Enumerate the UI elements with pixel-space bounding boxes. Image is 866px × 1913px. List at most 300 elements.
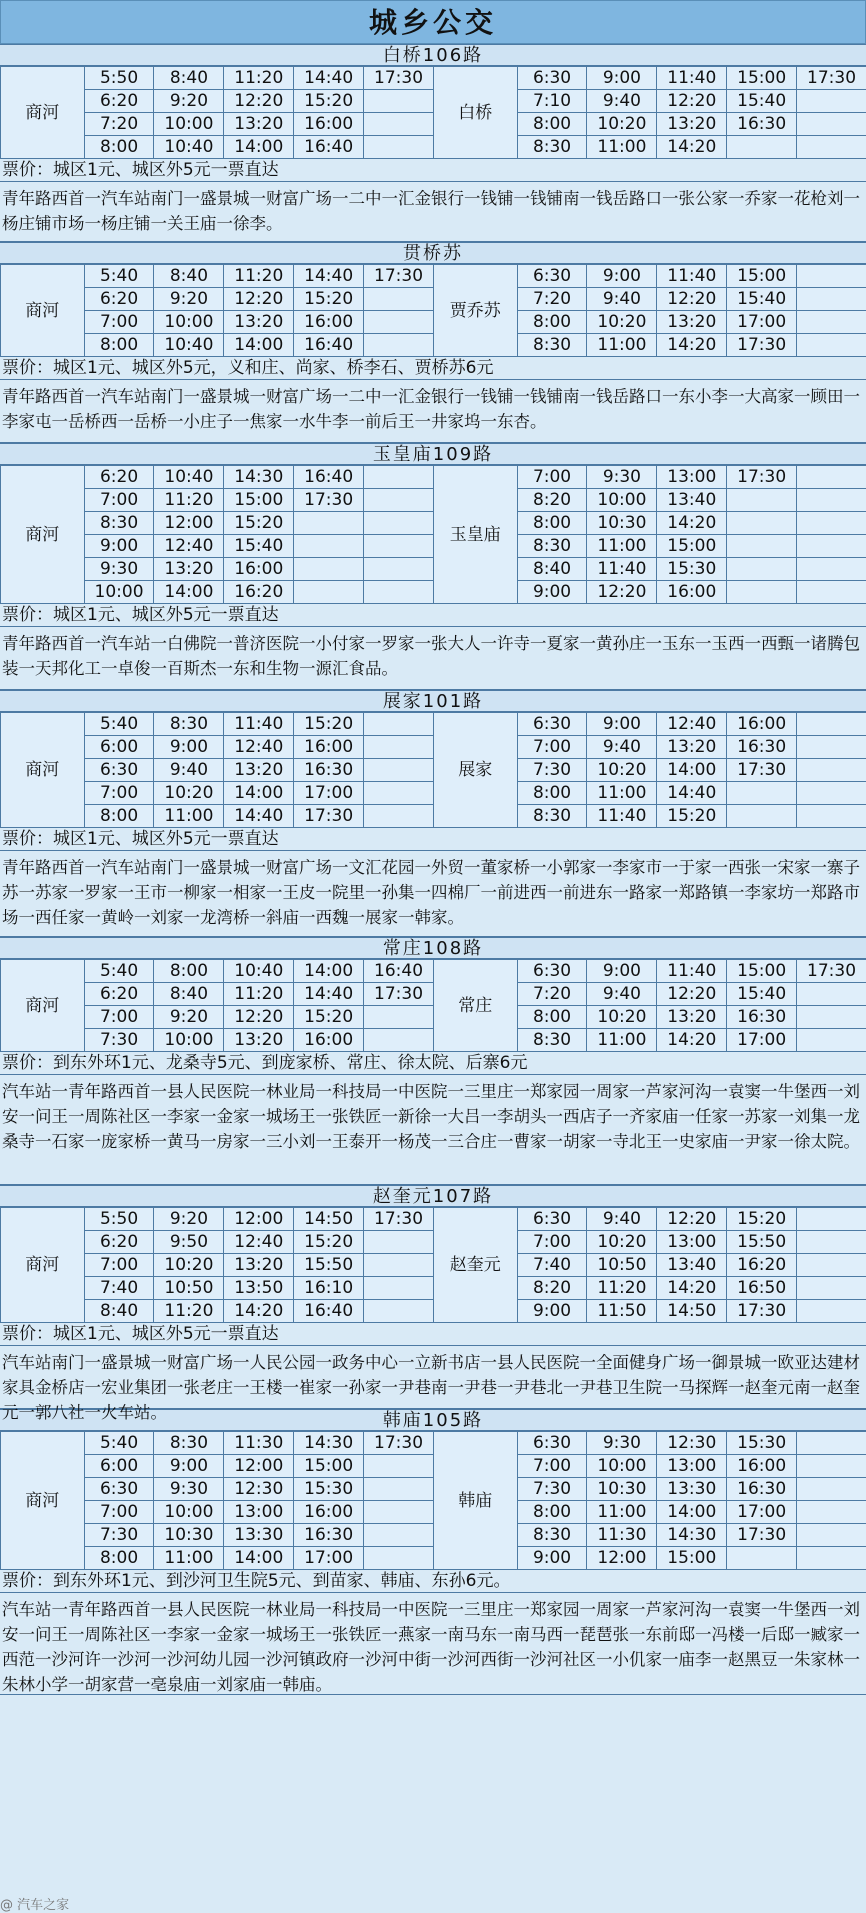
departure-time	[797, 983, 866, 1006]
departure-time: 10:00	[154, 1501, 224, 1524]
page-title: 城乡公交	[0, 0, 866, 44]
departure-time: 14:50	[294, 1208, 364, 1231]
departure-time: 14:40	[294, 983, 364, 1006]
departure-station-left: 商河	[1, 466, 85, 604]
departure-time: 15:00	[727, 67, 797, 90]
departure-time: 13:00	[224, 1501, 294, 1524]
departure-time	[364, 288, 434, 311]
departure-time: 6:20	[84, 466, 154, 489]
departure-time: 11:20	[224, 983, 294, 1006]
fare-info: 票价：城区1元、城区外5元一票直达	[0, 1323, 866, 1346]
departure-time: 13:20	[657, 1006, 727, 1029]
departure-time: 14:30	[294, 1432, 364, 1455]
timetable	[0, 465, 866, 604]
departure-time: 6:20	[84, 288, 154, 311]
departure-time: 17:30	[294, 489, 364, 512]
departure-station-left: 商河	[1, 265, 85, 357]
departure-time: 8:30	[517, 334, 587, 357]
departure-time: 14:00	[224, 136, 294, 159]
departure-time: 5:40	[84, 960, 154, 983]
departure-time: 11:00	[587, 535, 657, 558]
timetable	[0, 712, 866, 828]
departure-time: 16:40	[294, 334, 364, 357]
departure-time: 17:30	[727, 1300, 797, 1323]
departure-time	[797, 713, 866, 736]
timetable-row	[1, 736, 866, 759]
departure-time: 16:30	[294, 759, 364, 782]
departure-time	[364, 1254, 434, 1277]
departure-time	[797, 782, 866, 805]
departure-time	[364, 334, 434, 357]
departure-station-right: 韩庙	[433, 1432, 517, 1570]
departure-time: 16:00	[294, 1501, 364, 1524]
timetable	[0, 1207, 866, 1323]
departure-time: 13:20	[224, 311, 294, 334]
timetable-row	[1, 535, 866, 558]
timetable	[0, 1431, 866, 1570]
departure-time	[364, 1231, 434, 1254]
departure-time: 14:30	[657, 1524, 727, 1547]
departure-station-left: 商河	[1, 1208, 85, 1323]
departure-time: 11:40	[657, 265, 727, 288]
departure-time: 15:20	[224, 512, 294, 535]
departure-time	[797, 1524, 866, 1547]
departure-time: 11:20	[154, 1300, 224, 1323]
departure-time: 8:00	[517, 1501, 587, 1524]
departure-time: 14:20	[224, 1300, 294, 1323]
departure-time: 13:00	[657, 1231, 727, 1254]
departure-time: 6:30	[517, 1432, 587, 1455]
timetable-row	[1, 1029, 866, 1052]
departure-time: 12:00	[587, 1547, 657, 1570]
departure-time	[797, 736, 866, 759]
departure-time: 13:20	[224, 1029, 294, 1052]
departure-time	[364, 759, 434, 782]
departure-time: 12:20	[657, 983, 727, 1006]
timetable-row	[1, 558, 866, 581]
departure-time: 17:30	[727, 334, 797, 357]
departure-time: 11:40	[587, 805, 657, 828]
departure-time: 15:30	[727, 1432, 797, 1455]
departure-time: 10:00	[154, 113, 224, 136]
departure-time: 16:40	[294, 466, 364, 489]
departure-time	[727, 581, 797, 604]
departure-time	[364, 558, 434, 581]
routes-container	[0, 44, 866, 1695]
departure-time: 8:30	[517, 535, 587, 558]
departure-time	[797, 113, 866, 136]
departure-time: 9:40	[587, 983, 657, 1006]
departure-station-left: 商河	[1, 960, 85, 1052]
departure-time	[797, 1277, 866, 1300]
departure-time: 7:00	[84, 311, 154, 334]
departure-time: 10:40	[154, 136, 224, 159]
departure-time: 7:30	[517, 1478, 587, 1501]
departure-time: 9:40	[587, 1208, 657, 1231]
departure-time: 9:20	[154, 1006, 224, 1029]
departure-time: 8:00	[517, 782, 587, 805]
departure-time: 10:50	[587, 1254, 657, 1277]
departure-time: 16:20	[727, 1254, 797, 1277]
departure-time: 8:30	[517, 136, 587, 159]
departure-time: 10:20	[587, 113, 657, 136]
departure-time	[797, 288, 866, 311]
timetable-row	[1, 113, 866, 136]
departure-time	[797, 1254, 866, 1277]
departure-time: 13:20	[224, 759, 294, 782]
departure-time: 8:40	[154, 983, 224, 1006]
departure-time	[797, 558, 866, 581]
departure-time: 17:30	[727, 1524, 797, 1547]
timetable-row	[1, 960, 866, 983]
timetable	[0, 264, 866, 357]
departure-time: 15:30	[294, 1478, 364, 1501]
departure-time: 7:00	[517, 1231, 587, 1254]
departure-time: 15:20	[657, 805, 727, 828]
departure-time: 14:20	[657, 1277, 727, 1300]
departure-time	[364, 311, 434, 334]
timetable-row	[1, 1478, 866, 1501]
departure-time: 9:00	[517, 1547, 587, 1570]
departure-time: 15:00	[657, 535, 727, 558]
departure-time: 10:20	[587, 311, 657, 334]
timetable-row	[1, 466, 866, 489]
stop-list: 青年路西首一汽车站南门一盛景城一财富广场一二中一汇金银行一钱铺一钱铺南一钱岳路口一张公家一乔家一花枪刘一杨庄铺市场一杨庄铺一关王庙一徐李。	[0, 182, 866, 242]
departure-time: 14:00	[154, 581, 224, 604]
departure-time: 11:40	[224, 713, 294, 736]
departure-time: 17:00	[727, 1501, 797, 1524]
departure-time	[797, 466, 866, 489]
departure-time	[797, 759, 866, 782]
departure-time: 15:50	[294, 1254, 364, 1277]
departure-time: 15:20	[294, 288, 364, 311]
departure-time: 10:00	[154, 1029, 224, 1052]
departure-time	[727, 489, 797, 512]
departure-time: 11:00	[587, 334, 657, 357]
departure-time: 10:00	[587, 1455, 657, 1478]
departure-time	[797, 581, 866, 604]
departure-time: 8:00	[517, 1006, 587, 1029]
departure-time: 14:40	[224, 805, 294, 828]
departure-time: 14:00	[294, 960, 364, 983]
departure-time: 10:00	[587, 489, 657, 512]
departure-time: 12:20	[657, 288, 727, 311]
departure-time: 9:30	[84, 558, 154, 581]
departure-time: 7:20	[84, 113, 154, 136]
departure-time: 7:00	[84, 1501, 154, 1524]
departure-time	[364, 1524, 434, 1547]
timetable-row	[1, 288, 866, 311]
departure-time: 13:00	[657, 466, 727, 489]
stop-list: 青年路西首一汽车站一白佛院一普济医院一小付家一罗家一张大人一许寺一夏家一黄孙庄一玉东一玉西一西甄一诸腾包装一天邦化工一卓俊一百斯杰一东和生物一源汇食品。	[0, 627, 866, 690]
departure-time	[727, 512, 797, 535]
departure-time: 6:00	[84, 1455, 154, 1478]
departure-time	[797, 1501, 866, 1524]
departure-time: 14:00	[657, 759, 727, 782]
departure-time: 9:00	[587, 713, 657, 736]
departure-time	[797, 136, 866, 159]
departure-time	[364, 113, 434, 136]
departure-time: 8:40	[154, 265, 224, 288]
fare-info: 票价：到东外环1元、到沙河卫生院5元、到苗家、韩庙、东孙6元。	[0, 1570, 866, 1593]
departure-time: 13:40	[657, 489, 727, 512]
departure-time: 9:30	[587, 466, 657, 489]
departure-station-right: 玉皇庙	[433, 466, 517, 604]
departure-time: 15:20	[294, 713, 364, 736]
departure-time: 8:30	[154, 713, 224, 736]
departure-time: 11:00	[587, 782, 657, 805]
route-section	[0, 1409, 866, 1695]
departure-time	[364, 713, 434, 736]
departure-time: 12:20	[587, 581, 657, 604]
departure-time: 17:30	[364, 1432, 434, 1455]
departure-time: 9:20	[154, 288, 224, 311]
fare-info: 票价：城区1元、城区外5元一票直达	[0, 828, 866, 851]
departure-time: 14:00	[224, 1547, 294, 1570]
departure-time: 16:30	[727, 1006, 797, 1029]
route-name: 韩庙105路	[0, 1409, 866, 1431]
departure-time: 5:50	[84, 67, 154, 90]
departure-time: 7:30	[84, 1524, 154, 1547]
departure-time: 9:40	[154, 759, 224, 782]
departure-time: 15:20	[727, 1208, 797, 1231]
departure-time: 8:30	[154, 1432, 224, 1455]
departure-time: 16:00	[727, 1455, 797, 1478]
departure-time	[797, 1547, 866, 1570]
departure-time: 11:00	[587, 136, 657, 159]
departure-time: 7:00	[84, 1254, 154, 1277]
timetable	[0, 959, 866, 1052]
departure-time: 10:20	[154, 1254, 224, 1277]
departure-time: 13:50	[224, 1277, 294, 1300]
departure-station-left: 商河	[1, 713, 85, 828]
departure-time: 12:40	[154, 535, 224, 558]
timetable-row	[1, 1524, 866, 1547]
departure-station-right: 展家	[433, 713, 517, 828]
departure-time: 6:20	[84, 1231, 154, 1254]
route-name: 赵奎元107路	[0, 1185, 866, 1207]
departure-time: 5:40	[84, 265, 154, 288]
departure-time: 9:00	[587, 265, 657, 288]
departure-time: 6:30	[84, 759, 154, 782]
departure-time: 10:40	[224, 960, 294, 983]
departure-time	[797, 311, 866, 334]
fare-info: 票价：到东外环1元、龙桑寺5元、到庞家桥、常庄、徐太院、后寨6元	[0, 1052, 866, 1075]
timetable-row	[1, 1277, 866, 1300]
departure-time	[364, 136, 434, 159]
route-name: 白桥106路	[0, 44, 866, 66]
departure-time: 15:40	[727, 288, 797, 311]
departure-time: 14:20	[657, 512, 727, 535]
departure-time: 8:00	[84, 1547, 154, 1570]
departure-time: 13:30	[224, 1524, 294, 1547]
departure-time: 15:50	[727, 1231, 797, 1254]
timetable-row	[1, 311, 866, 334]
departure-time: 13:30	[657, 1478, 727, 1501]
departure-time	[727, 558, 797, 581]
departure-time: 16:40	[364, 960, 434, 983]
departure-time: 14:30	[224, 466, 294, 489]
departure-time: 11:00	[587, 1501, 657, 1524]
departure-time: 15:00	[224, 489, 294, 512]
departure-time	[727, 782, 797, 805]
departure-time	[364, 805, 434, 828]
departure-time: 8:30	[517, 805, 587, 828]
departure-time: 16:00	[294, 113, 364, 136]
departure-time	[364, 1006, 434, 1029]
departure-time: 8:20	[517, 1277, 587, 1300]
departure-time: 11:20	[224, 67, 294, 90]
departure-time: 8:40	[154, 67, 224, 90]
departure-time: 12:00	[224, 1455, 294, 1478]
departure-time: 16:00	[657, 581, 727, 604]
departure-time	[797, 1208, 866, 1231]
departure-station-left: 商河	[1, 1432, 85, 1570]
departure-time	[727, 535, 797, 558]
departure-station-right: 常庄	[433, 960, 517, 1052]
departure-time: 10:20	[154, 782, 224, 805]
departure-time	[364, 466, 434, 489]
departure-time: 10:40	[154, 466, 224, 489]
departure-time: 16:30	[727, 113, 797, 136]
departure-time: 12:20	[224, 1006, 294, 1029]
departure-time: 14:40	[294, 265, 364, 288]
departure-time: 10:20	[587, 759, 657, 782]
departure-time: 15:20	[294, 90, 364, 113]
departure-time	[797, 1478, 866, 1501]
route-name: 贯桥苏	[0, 242, 866, 264]
departure-time: 17:30	[797, 960, 866, 983]
departure-time: 17:30	[727, 466, 797, 489]
departure-time: 12:20	[657, 1208, 727, 1231]
departure-time	[797, 1006, 866, 1029]
departure-time: 8:00	[517, 512, 587, 535]
stop-list: 汽车站南门一盛景城一财富广场一人民公园一政务中心一立新书店一县人民医院一全面健身广场一御景城一欧亚达建材家具金桥店一宏业集团一张老庄一王楼一崔家一孙家一尹巷南一尹巷一尹巷北一尹巷卫生院一马探辉一赵奎元南一赵奎元一郭八社一火车站。	[0, 1346, 866, 1409]
departure-time: 15:40	[224, 535, 294, 558]
route-section	[0, 44, 866, 242]
departure-time: 13:20	[224, 113, 294, 136]
departure-time: 15:40	[727, 983, 797, 1006]
departure-time: 16:40	[294, 136, 364, 159]
departure-time	[364, 1300, 434, 1323]
departure-time: 16:30	[294, 1524, 364, 1547]
departure-time: 11:20	[154, 489, 224, 512]
departure-time: 5:50	[84, 1208, 154, 1231]
timetable-row	[1, 1501, 866, 1524]
route-name: 展家101路	[0, 690, 866, 712]
departure-time: 9:30	[154, 1478, 224, 1501]
departure-time: 15:00	[657, 1547, 727, 1570]
departure-time: 13:20	[154, 558, 224, 581]
departure-time: 8:40	[84, 1300, 154, 1323]
departure-time	[727, 136, 797, 159]
departure-time: 11:20	[224, 265, 294, 288]
departure-time: 13:40	[657, 1254, 727, 1277]
departure-time: 15:20	[294, 1006, 364, 1029]
departure-time: 8:00	[84, 136, 154, 159]
departure-time: 7:00	[517, 466, 587, 489]
departure-time: 14:20	[657, 334, 727, 357]
departure-time	[364, 1547, 434, 1570]
departure-time	[797, 1029, 866, 1052]
departure-time: 16:00	[294, 1029, 364, 1052]
route-name: 玉皇庙109路	[0, 443, 866, 465]
departure-station-left: 商河	[1, 67, 85, 159]
departure-time: 10:30	[587, 1478, 657, 1501]
departure-time: 7:00	[84, 1006, 154, 1029]
departure-time: 7:30	[84, 1029, 154, 1052]
departure-station-right: 贾乔苏	[433, 265, 517, 357]
departure-time: 16:00	[224, 558, 294, 581]
departure-station-right: 白桥	[433, 67, 517, 159]
departure-time	[364, 489, 434, 512]
departure-time: 7:00	[517, 736, 587, 759]
departure-time: 8:30	[84, 512, 154, 535]
departure-time: 17:30	[364, 265, 434, 288]
timetable-row	[1, 489, 866, 512]
departure-time: 9:00	[84, 535, 154, 558]
departure-time: 10:30	[154, 1524, 224, 1547]
departure-time: 16:00	[294, 736, 364, 759]
departure-time: 14:00	[657, 1501, 727, 1524]
departure-time	[364, 736, 434, 759]
timetable-row	[1, 759, 866, 782]
stop-list: 汽车站一青年路西首一县人民医院一林业局一科技局一中医院一三里庄一郑家园一周家一芦家河沟一袁窦一牛堡西一刘安一问王一周陈社区一李家一金家一城场王一张铁匠一燕家一南马东一南马西一琵琶张一东前邸一冯楼一后邸一臧家一西范一沙河许一沙河一沙河幼儿园一沙河镇政府一沙河中街一沙河西街一沙河社区一小仉家一庙李一赵黑豆一朱家林一朱林小学一胡家营一亳泉庙一刘家庙一韩庙。	[0, 1593, 866, 1695]
departure-time	[797, 1455, 866, 1478]
departure-time: 10:40	[154, 334, 224, 357]
departure-time: 6:30	[517, 67, 587, 90]
departure-time	[364, 1455, 434, 1478]
departure-time: 8:00	[84, 805, 154, 828]
departure-time: 13:20	[657, 736, 727, 759]
departure-time	[727, 1547, 797, 1570]
departure-time: 7:20	[517, 983, 587, 1006]
departure-time: 16:20	[224, 581, 294, 604]
watermark: @ 汽车之家	[0, 1898, 70, 1913]
departure-time: 8:00	[517, 311, 587, 334]
timetable-row	[1, 713, 866, 736]
departure-time	[797, 535, 866, 558]
departure-time: 11:00	[154, 1547, 224, 1570]
departure-time: 14:20	[657, 1029, 727, 1052]
departure-time: 12:40	[657, 713, 727, 736]
route-section	[0, 690, 866, 937]
departure-time: 16:00	[294, 311, 364, 334]
departure-time: 9:00	[154, 1455, 224, 1478]
departure-time: 11:40	[587, 558, 657, 581]
departure-time: 11:30	[587, 1524, 657, 1547]
timetable-row	[1, 136, 866, 159]
departure-time: 15:20	[294, 1231, 364, 1254]
departure-time: 16:00	[727, 713, 797, 736]
departure-time: 14:20	[657, 136, 727, 159]
departure-time	[364, 512, 434, 535]
departure-time: 13:20	[657, 311, 727, 334]
departure-time: 10:00	[154, 311, 224, 334]
departure-time	[364, 1277, 434, 1300]
departure-time	[797, 1432, 866, 1455]
departure-time: 17:30	[727, 759, 797, 782]
timetable-row	[1, 581, 866, 604]
departure-time: 16:10	[294, 1277, 364, 1300]
timetable-row	[1, 1208, 866, 1231]
departure-time	[364, 782, 434, 805]
timetable-row	[1, 334, 866, 357]
departure-time: 6:30	[84, 1478, 154, 1501]
departure-time: 8:20	[517, 489, 587, 512]
departure-time: 6:30	[517, 265, 587, 288]
departure-time: 5:40	[84, 1432, 154, 1455]
